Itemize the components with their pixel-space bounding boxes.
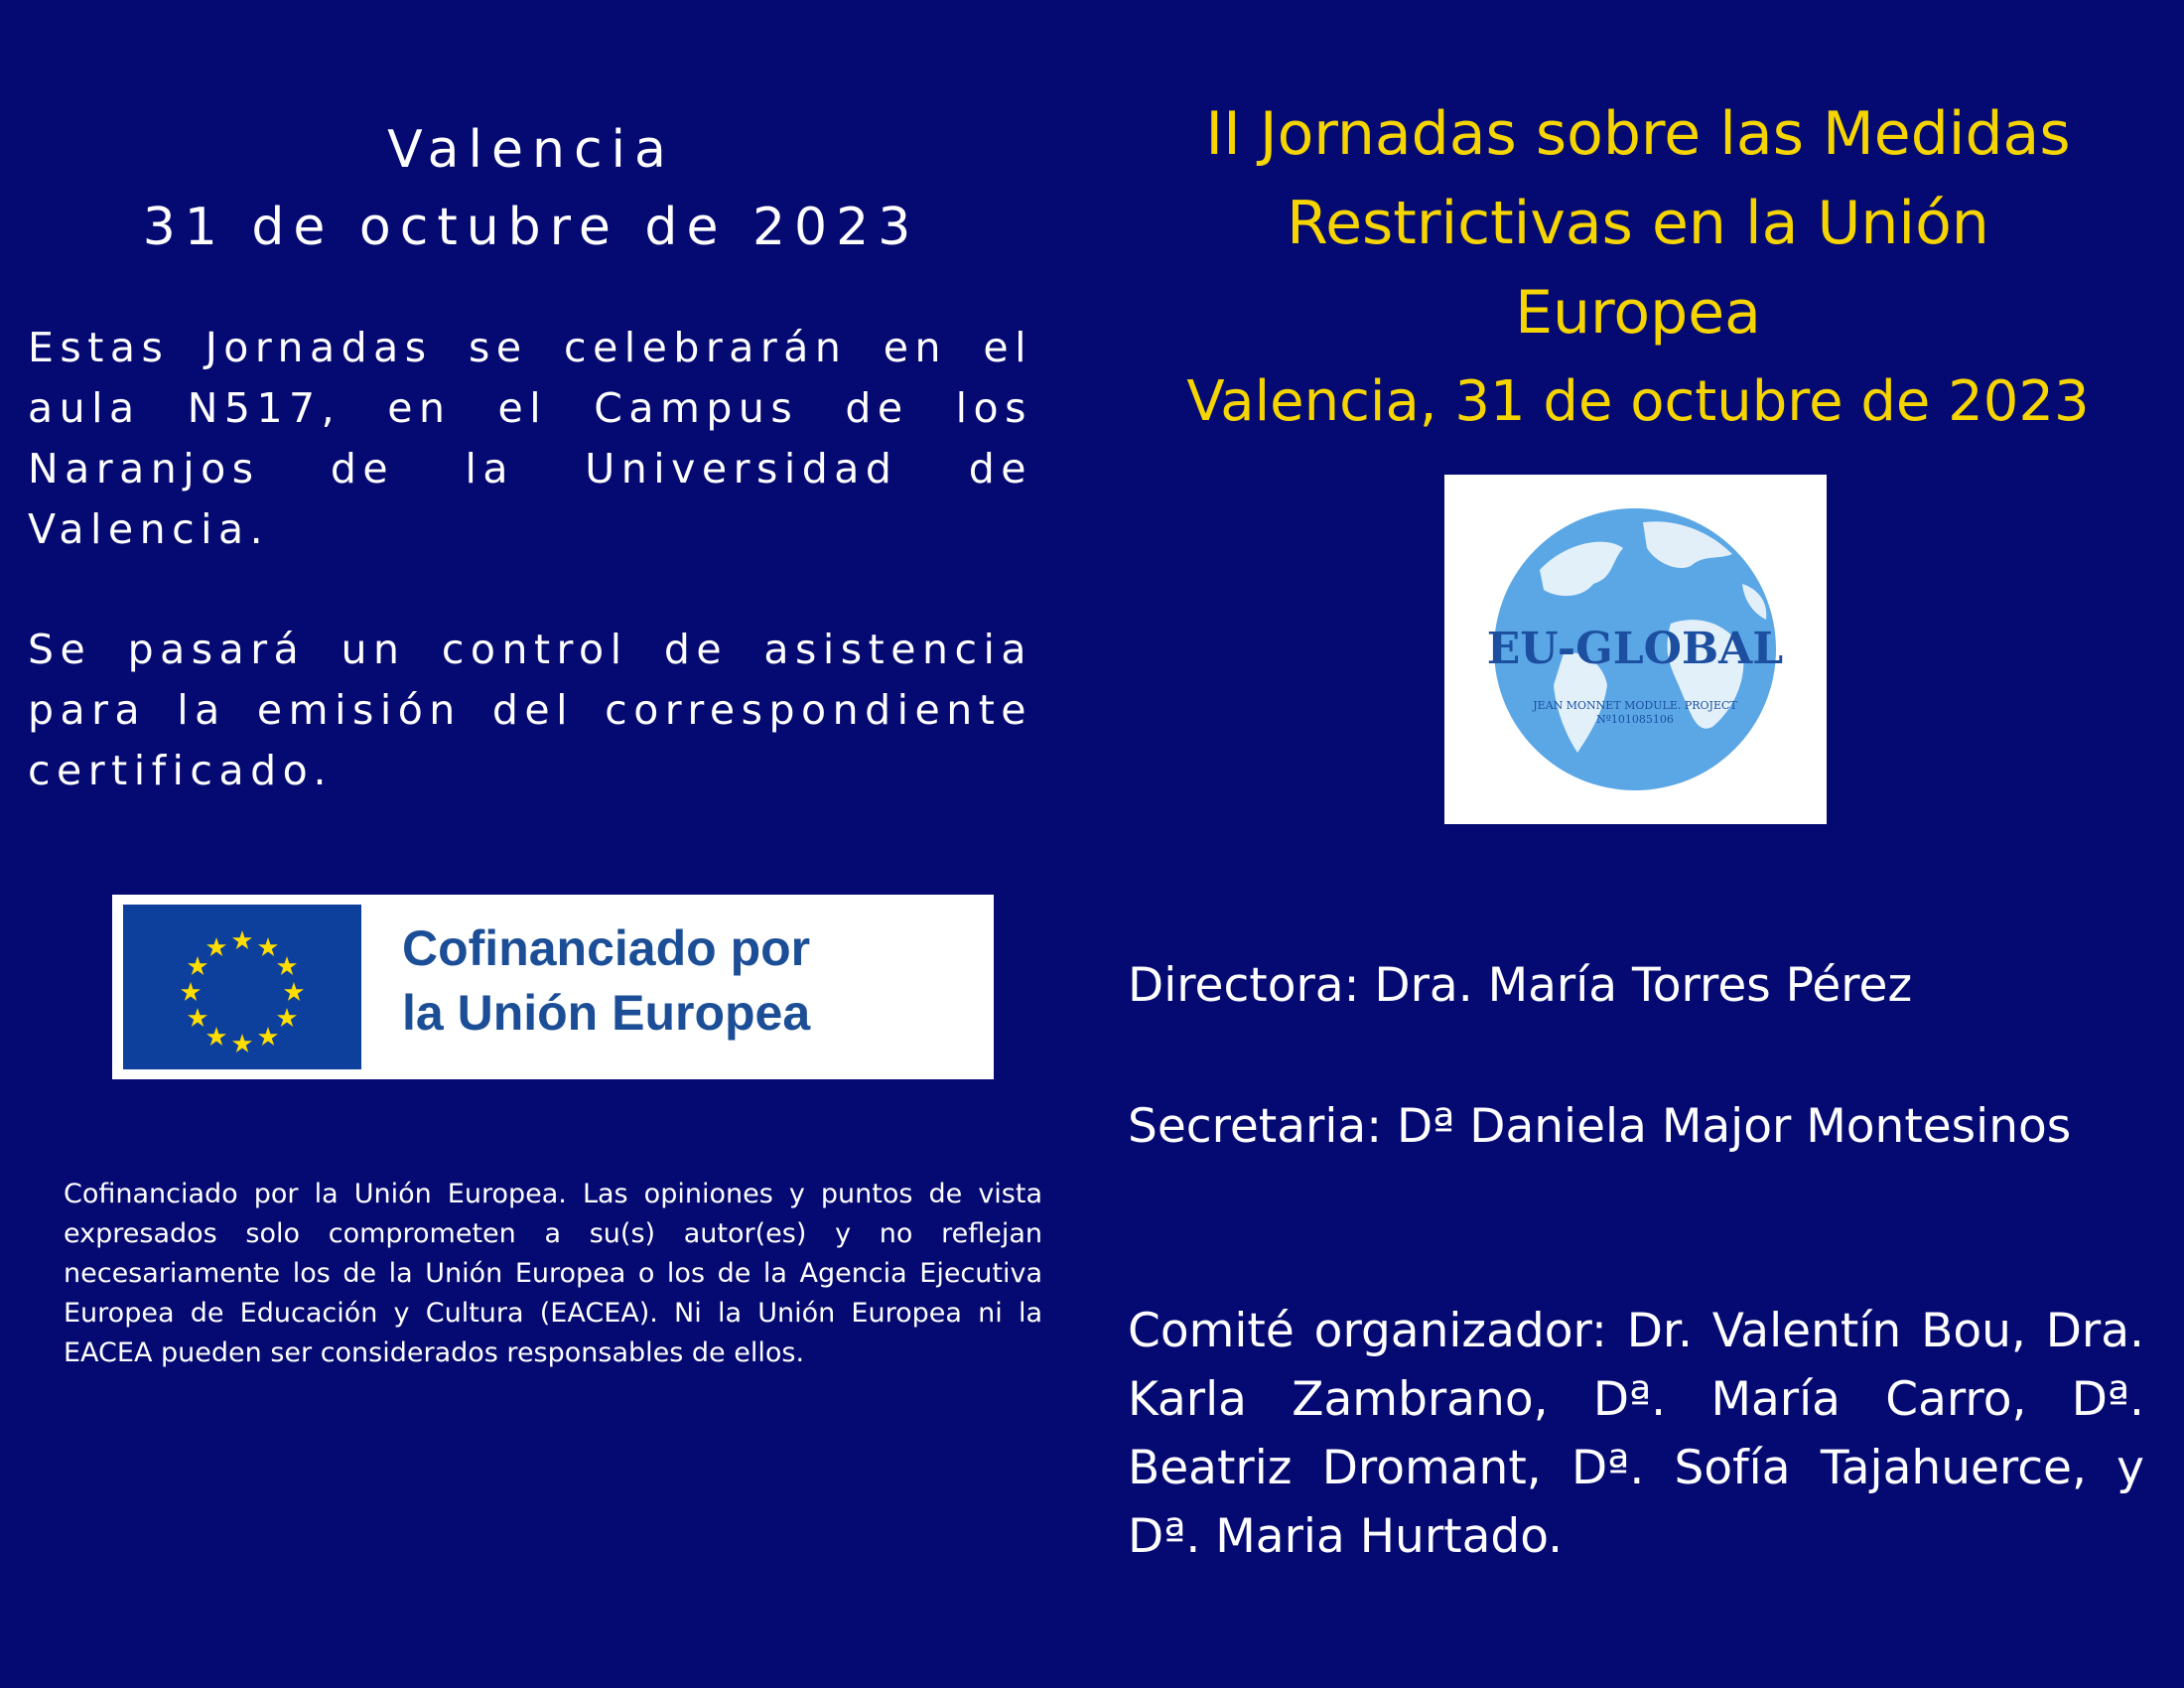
eu-logo-text [402, 916, 810, 1046]
eu-flag-icon [123, 905, 361, 1069]
globe-icon [1444, 475, 1827, 824]
eu-stars [181, 930, 304, 1053]
date-label: 31 de octubre de 2023 [142, 198, 920, 257]
event-title-line1: II Jornadas sobre las Medidas [1205, 99, 2071, 169]
eu-logo-line2: la Unión Europea [402, 985, 811, 1041]
director-line: Directora: Dra. María Torres Pérez [1128, 958, 1913, 1013]
city-label: Valencia [387, 120, 675, 180]
date-heading [0, 111, 1062, 266]
eu-global-logo-name: EU-GLOBAL [1486, 624, 1784, 674]
secretary-line: Secretaria: Dª Daniela Major Montesinos [1128, 1099, 2072, 1154]
venue-paragraph: Estas Jornadas se celebrarán en el aula N517, en el Campus de los Naranjos de la Universidad de Valencia. [28, 324, 1032, 553]
attendance-paragraph: Se pasará un control de asistencia para la emisión del correspondiente certificado. [28, 626, 1032, 794]
event-title-line3: Europea [1515, 278, 1761, 348]
funding-disclaimer: Cofinanciado por la Unión Europea. Las opiniones y puntos de vista expresados solo comprometen a su(s) autor(es) y no reflejan necesariamente los de la Unión Europea o los de la Agencia Ejecutiva Europea de Educación y Cultura (EACEA). Ni la Unión Europea ni la EACEA pueden ser considerados responsables de ellos. [64, 1179, 1042, 1368]
eu-cofunded-logo [112, 895, 994, 1079]
eu-global-logo [1444, 475, 1827, 824]
eu-global-logo-subtitle1: JEAN MONNET MODULE. PROJECT [1533, 699, 1737, 712]
eu-logo-line1: Cofinanciado por [402, 920, 811, 976]
event-date: Valencia, 31 de octubre de 2023 [1186, 369, 2090, 434]
eu-stars-circle [123, 905, 361, 1069]
event-title-line2: Restrictivas en la Unión [1287, 189, 1989, 258]
committee-line: Comité organizador: Dr. Valentín Bou, Dra. Karla Zambrano, Dª. María Carro, Dª. Beatriz Dromant, Dª. Sofía Tajahuerce, y Dª. Maria Hurtado. [1128, 1304, 2144, 1564]
eu-global-logo-subtitle2: Nº101085106 [1596, 713, 1674, 726]
event-title [1117, 89, 2159, 357]
